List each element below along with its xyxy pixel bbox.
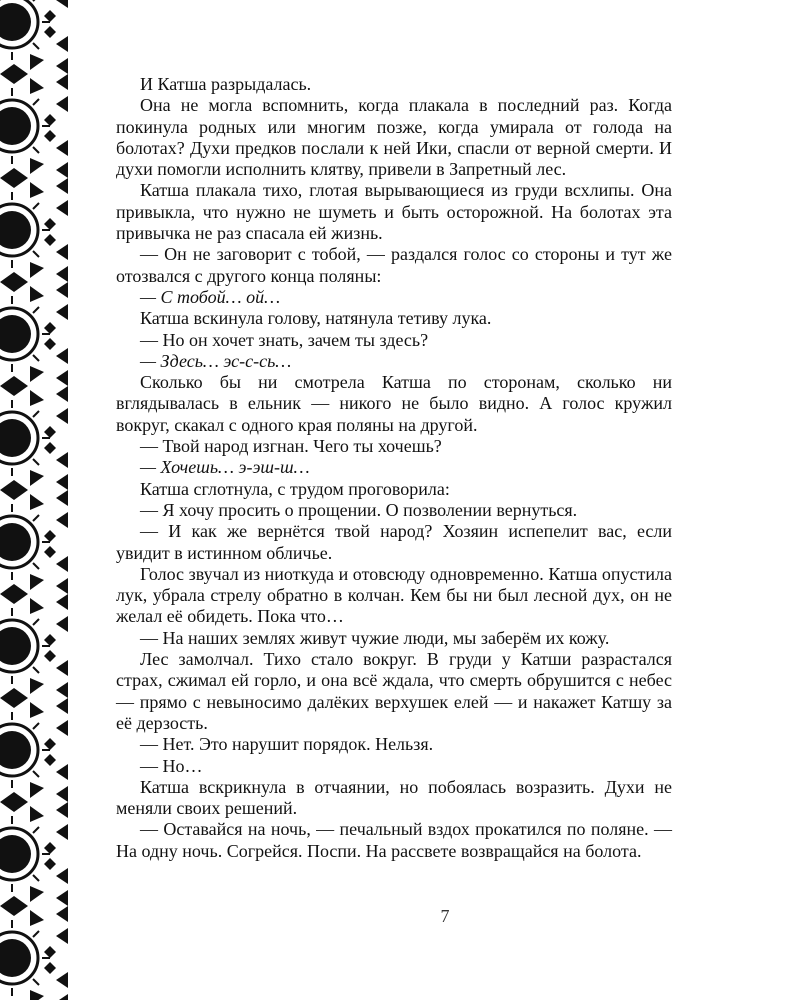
paragraph-italic: — С тобой… ой… (140, 286, 281, 307)
paragraph: Катша сглотнула, с трудом проговорила: (140, 478, 450, 499)
paragraph: — Но… (140, 755, 203, 776)
paragraph: Голос звучал из ниоткуда и отовсюду одновременно. Катша опустила лук, убрала стрелу обратно в колчан. Кем бы ни был лесной дух, он не желал её обидеть. Пока что… (116, 563, 672, 627)
paragraph: Катша плакала тихо, глотая вырывающиеся из груди всхлипы. Она привыкла, что нужно не шуметь и быть осторожной. На болотах эта привычка не раз спасала ей жизнь. (116, 180, 672, 244)
paragraph: — Я хочу просить о прощении. О позволении вернуться. (140, 499, 578, 520)
decorative-border-ornament (0, 0, 68, 1000)
paragraph: — На наших землях живут чужие люди, мы заберём их кожу. (140, 627, 610, 648)
paragraph: — И как же вернётся твой народ? Хозяин испепелит вас, если увидит в истинном обличье. (116, 521, 672, 563)
paragraph: — Оставайся на ночь, — печальный вздох прокатился по поляне. — На одну ночь. Согрейся. Поспи. На рассвете возвращайся на болота. (116, 819, 672, 861)
paragraph-italic: — Хочешь… э-эш-ш… (140, 457, 310, 478)
paragraph: — Но он хочет знать, зачем ты здесь? (140, 329, 429, 350)
paragraph: — Нет. Это нарушит порядок. Нельзя. (140, 734, 434, 755)
main-text (116, 74, 672, 862)
paragraph-italic: — Здесь… эс-с-сь… (140, 350, 292, 371)
paragraph: Лес замолчал. Тихо стало вокруг. В груди у Катши разрастался страх, сжимал ей горло, и она всё ждала, что смерть обрушится с небес — прямо с невыносимо далёких верхушек елей — и накажет Катшу за её дерзость. (116, 649, 672, 733)
paragraph: — Твой народ изгнан. Чего ты хочешь? (140, 436, 442, 457)
paragraph: Она не могла вспомнить, когда плакала в последний раз. Когда покинула родных или многим позже, когда умирала от голода на болотах? Духи предков послали к ней Ики, спасли от верной смерти. И духи помогли исполнить клятву, привели в Запретный лес. (116, 95, 672, 180)
paragraph: Катша вскрикнула в отчаянии, но побоялась возразить. Духи не меняли своих решений. (116, 776, 672, 819)
paragraph: — Он не заговорит с тобой, — раздался голос со стороны и тут же отозвался с другого конца поляны: (116, 244, 672, 286)
paragraph: Катша вскинула голову, натянула тетиву лука. (140, 308, 492, 329)
paragraph: И Катша разрыдалась. (140, 74, 312, 94)
page-number: 7 (440, 906, 450, 926)
paragraph: Сколько бы ни смотрела Катша по сторонам, сколько ни вглядывалась в ельник — никого не было видно. А голос кружил вокруг, скакал с одного края поляны на другой. (116, 372, 672, 435)
